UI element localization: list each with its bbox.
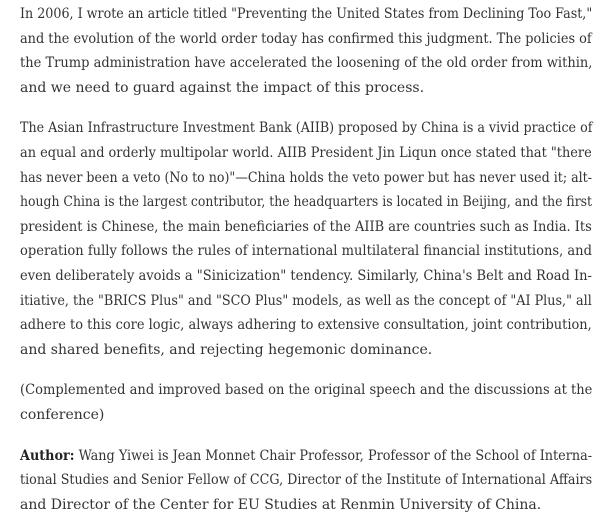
paragraph-line: conference) [20, 406, 105, 423]
paragraph-line: adhere to this core logic, always adhering to extensive consultation, joint contribution, [20, 317, 592, 334]
paragraph-line: even deliberately avoids a "Sinicization" tendency. Similarly, China's Belt and Road In- [20, 267, 592, 284]
author-line [20, 444, 593, 469]
paragraph-line: has never been a veto (No to no)"—China holds the veto power but has never used it; alt- [20, 169, 593, 186]
paragraph-line: an equal and orderly multipolar world. AIIB President Jin Liqun once stated that "there [20, 144, 592, 161]
paragraph-line: The Asian Infrastructure Investment Bank (AIIB) proposed by China is a vivid practice of [20, 120, 593, 137]
paragraph-line: In 2006, I wrote an article titled "Preventing the United States from Declining Too Fast," [20, 6, 593, 22]
paragraph-1 [20, 2, 592, 100]
author-paragraph [20, 444, 592, 518]
author-line: tional Studies and Senior Fellow of CCG, Director of the Institute of International Affairs [20, 472, 593, 489]
paragraph-line: and shared benefits, and rejecting hegemonic dominance. [20, 341, 433, 358]
paragraph-spacing [20, 428, 592, 444]
paragraph-3 [20, 378, 592, 427]
paragraph-line: and we need to guard against the impact of this process. [20, 79, 425, 96]
article-body [20, 0, 592, 517]
paragraph-spacing [20, 362, 592, 378]
paragraph-line: (Complemented and improved based on the original speech and the discussions at the [20, 382, 593, 399]
author-line: and Director of the Center for EU Studies at Renmin University of China. [20, 496, 542, 513]
paragraph-line: president is Chinese, the main beneficiaries of the AIIB are countries such as India. Its [20, 218, 592, 235]
author-label: Author: [20, 447, 75, 464]
paragraph-2 [20, 116, 592, 362]
paragraph-spacing [20, 100, 592, 116]
author-first-line-text: Wang Yiwei is Jean Monnet Chair Professor, Professor of the School of Interna- [74, 447, 593, 464]
paragraph-line: hough China is the largest contributor, the headquarters is located in Beijing, and the first [20, 194, 593, 211]
paragraph-line: and the evolution of the world order today has confirmed this judgment. The policies of [20, 30, 592, 47]
paragraph-line: the Trump administration have accelerated the loosening of the old order from within, [20, 55, 593, 72]
paragraph-line: operation fully follows the rules of international multilateral financial institutions, and [20, 243, 592, 260]
paragraph-line: itiative, the "BRICS Plus" and "SCO Plus" models, as well as the concept of "AI Plus," all [20, 292, 592, 309]
